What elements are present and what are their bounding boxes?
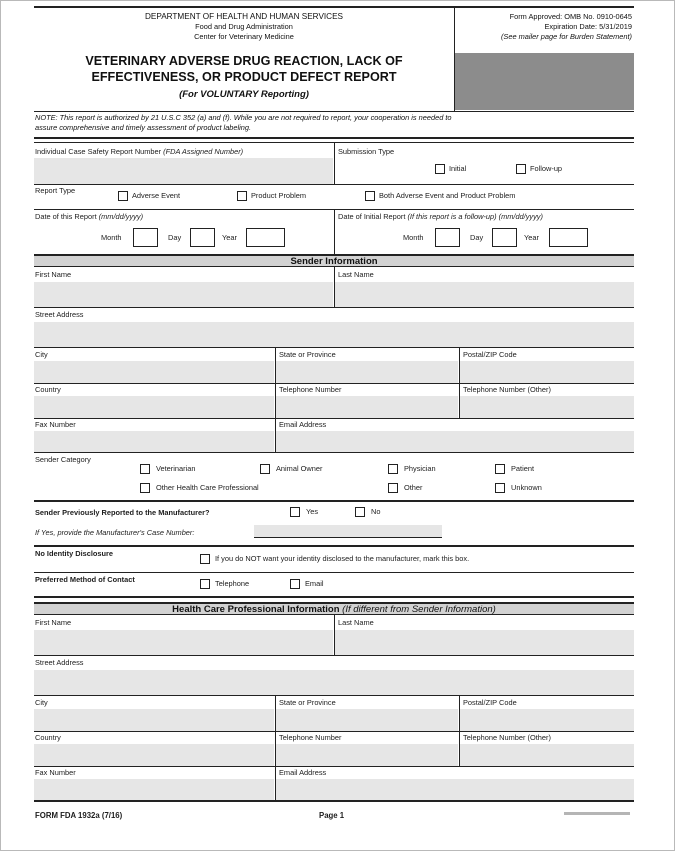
rule: [34, 695, 634, 696]
rule: [34, 655, 634, 656]
category-other-hcp-checkbox[interactable]: [140, 483, 150, 493]
report-month-label: Month: [101, 233, 122, 242]
expiration-date: Expiration Date: 5/31/2019: [544, 22, 632, 31]
sender-street-label: Street Address: [35, 310, 84, 319]
hcp-last-name-field[interactable]: [335, 630, 634, 655]
manufacturer-yes-checkbox[interactable]: [290, 507, 300, 517]
sender-category-label: Sender Category: [35, 455, 91, 464]
category-unknown-label: Unknown: [511, 483, 542, 492]
followup-label: Follow-up: [530, 164, 563, 173]
hcp-section-title: Health Care Professional Information: [172, 604, 343, 615]
hcp-email-label: Email Address: [279, 768, 327, 777]
initial-date-hint: (If this report is a follow-up) (mm/dd/yyyy): [407, 212, 543, 221]
identity-label: No Identity Disclosure: [35, 549, 114, 558]
rule: [34, 731, 634, 732]
authorization-note: [35, 113, 452, 133]
report-day-label: Day: [168, 233, 182, 242]
sender-city-label: City: [35, 350, 48, 359]
top-rule: [34, 6, 634, 8]
hcp-phone-field[interactable]: [276, 744, 458, 766]
rule: [34, 572, 634, 573]
initial-checkbox[interactable]: [435, 164, 445, 174]
sender-city-field[interactable]: [34, 361, 274, 383]
report-date-hint: (mm/dd/yyyy): [98, 212, 144, 221]
category-patient-label: Patient: [511, 464, 535, 473]
hcp-state-label: State or Province: [279, 698, 336, 707]
initial-year-input[interactable]: [549, 228, 588, 247]
rule: [34, 137, 634, 139]
report-day-input[interactable]: [190, 228, 215, 247]
agency-name: Food and Drug Administration: [195, 22, 293, 31]
category-owner-checkbox[interactable]: [260, 464, 270, 474]
omb-block: [456, 12, 632, 42]
initial-month-label: Month: [403, 233, 424, 242]
category-other-label: Other: [404, 483, 423, 492]
col-divider: [334, 143, 335, 184]
initial-day-input[interactable]: [492, 228, 517, 247]
rule: [34, 347, 634, 348]
col-divider: [334, 210, 335, 254]
contact-email-label: Email: [305, 579, 324, 588]
sender-section-header: Sender Information: [34, 254, 634, 267]
contact-telephone-checkbox[interactable]: [200, 579, 210, 589]
hcp-fax-label: Fax Number: [35, 768, 76, 777]
sender-first-name-field[interactable]: [34, 282, 333, 307]
form-subtitle: (For VOLUNTARY Reporting): [179, 89, 309, 100]
rule: [34, 383, 634, 384]
contact-telephone-label: Telephone: [215, 579, 250, 588]
rule: [34, 596, 634, 598]
hcp-phone-other-field[interactable]: [460, 744, 634, 766]
product-problem-label: Product Problem: [251, 191, 307, 200]
initial-date-label-text: Date of Initial Report: [338, 212, 408, 221]
sender-last-name-label: Last Name: [338, 270, 374, 279]
category-physician-label: Physician: [404, 464, 436, 473]
sender-street-field[interactable]: [34, 322, 634, 347]
sender-state-field[interactable]: [276, 361, 458, 383]
sender-zip-field[interactable]: [460, 361, 634, 383]
icsr-label-text: Individual Case Safety Report Number: [35, 147, 164, 156]
icsr-label: [35, 147, 243, 156]
manufacturer-no-label: No: [371, 507, 381, 516]
sender-country-label: Country: [35, 385, 61, 394]
hcp-country-label: Country: [35, 733, 61, 742]
icsr-hint: (FDA Assigned Number): [163, 147, 244, 156]
sender-country-field[interactable]: [34, 396, 274, 418]
category-other-hcp-label: Other Health Care Professional: [156, 483, 259, 492]
identity-checkbox[interactable]: [200, 554, 210, 564]
hcp-city-field[interactable]: [34, 709, 274, 731]
hcp-phone-other-label: Telephone Number (Other): [463, 733, 551, 742]
hcp-phone-label: Telephone Number: [279, 733, 342, 742]
hcp-fax-field[interactable]: [34, 779, 274, 800]
hcp-zip-label: Postal/ZIP Code: [463, 698, 517, 707]
submission-type-label: Submission Type: [338, 147, 395, 156]
hcp-zip-field[interactable]: [460, 709, 634, 731]
sender-phone-label: Telephone Number: [279, 385, 342, 394]
note-line1: NOTE: This report is authorized by 21 U.S.C 352 (a) and (f). While you are not required to report, your cooperation is needed to: [35, 113, 452, 122]
rule: [34, 452, 634, 453]
rule: [34, 800, 634, 802]
report-date-label-text: Date of this Report: [35, 212, 99, 221]
header-bottom-rule: [34, 111, 634, 112]
hcp-email-field[interactable]: [276, 779, 634, 800]
category-owner-label: Animal Owner: [276, 464, 323, 473]
sender-state-label: State or Province: [279, 350, 336, 359]
both-checkbox[interactable]: [365, 191, 375, 201]
initial-year-label: Year: [524, 233, 539, 242]
product-problem-checkbox[interactable]: [237, 191, 247, 201]
category-physician-checkbox[interactable]: [388, 464, 398, 474]
category-patient-checkbox[interactable]: [495, 464, 505, 474]
contact-method-label: Preferred Method of Contact: [35, 575, 135, 584]
rule: [34, 184, 634, 185]
sender-last-name-field[interactable]: [335, 282, 634, 307]
icsr-field[interactable]: [34, 158, 333, 184]
rule: [34, 545, 634, 547]
hcp-first-name-field[interactable]: [34, 630, 333, 655]
adverse-event-label: Adverse Event: [132, 191, 181, 200]
hcp-city-label: City: [35, 698, 48, 707]
burden-note: (See mailer page for Burden Statement): [500, 32, 632, 41]
form-title: [34, 53, 454, 85]
report-date-label: [35, 212, 143, 221]
sender-fax-field[interactable]: [34, 431, 274, 452]
manufacturer-question: Sender Previously Reported to the Manufacturer?: [35, 508, 210, 517]
identity-text: If you do NOT want your identity disclosed to the manufacturer, mark this box.: [215, 554, 470, 563]
hcp-first-name-label: First Name: [35, 618, 72, 627]
rule: [34, 418, 634, 419]
sender-phone-other-label: Telephone Number (Other): [463, 385, 551, 394]
category-veterinarian-label: Veterinarian: [156, 464, 196, 473]
footer-fine-print: [564, 812, 630, 815]
hcp-state-field[interactable]: [276, 709, 458, 731]
manufacturer-yes-label: Yes: [306, 507, 319, 516]
rule: [34, 307, 634, 308]
report-month-input[interactable]: [133, 228, 158, 247]
hcp-last-name-label: Last Name: [338, 618, 374, 627]
hcp-street-label: Street Address: [35, 658, 84, 667]
initial-label: Initial: [449, 164, 467, 173]
omb-number: Form Approved: OMB No. 0910-0645: [509, 12, 632, 21]
contact-email-checkbox[interactable]: [290, 579, 300, 589]
sender-first-name-label: First Name: [35, 270, 72, 279]
manufacturer-case-label: If Yes, provide the Manufacturer's Case Number:: [35, 528, 195, 537]
page-number: Page 1: [319, 811, 345, 820]
category-unknown-checkbox[interactable]: [495, 483, 505, 493]
hcp-street-field[interactable]: [34, 670, 634, 695]
category-veterinarian-checkbox[interactable]: [140, 464, 150, 474]
manufacturer-no-checkbox[interactable]: [355, 507, 365, 517]
hcp-section-hint: (If different from Sender Information): [342, 604, 496, 615]
note-line2: assure comprehensive and timely assessment of product labeling.: [35, 123, 252, 132]
rule: [34, 766, 634, 767]
report-year-input[interactable]: [246, 228, 285, 247]
both-label: Both Adverse Event and Product Problem: [379, 191, 516, 200]
report-type-label: Report Type: [35, 186, 76, 195]
form-title-line2: EFFECTIVENESS, OR PRODUCT DEFECT REPORT: [91, 70, 397, 84]
form-id: FORM FDA 1932a (7/16): [35, 811, 123, 820]
rule: [34, 500, 634, 502]
agency-block: [34, 12, 454, 42]
report-year-label: Year: [222, 233, 237, 242]
department-name: DEPARTMENT OF HEALTH AND HUMAN SERVICES: [144, 12, 344, 21]
center-name: Center for Veterinary Medicine: [194, 32, 294, 41]
initial-month-input[interactable]: [435, 228, 460, 247]
sender-email-field[interactable]: [276, 431, 634, 452]
sender-fax-label: Fax Number: [35, 420, 76, 429]
fda-use-box: [455, 53, 634, 110]
form-title-line1: VETERINARY ADVERSE DRUG REACTION, LACK OF: [85, 54, 403, 68]
sender-phone-field[interactable]: [276, 396, 458, 418]
sender-email-label: Email Address: [279, 420, 327, 429]
manufacturer-case-field[interactable]: [254, 525, 442, 538]
category-other-checkbox[interactable]: [388, 483, 398, 493]
sender-zip-label: Postal/ZIP Code: [463, 350, 517, 359]
hcp-country-field[interactable]: [34, 744, 274, 766]
initial-day-label: Day: [470, 233, 484, 242]
initial-date-label: [338, 212, 543, 221]
form-page: [34, 6, 634, 841]
hcp-section-header: [34, 602, 634, 615]
followup-checkbox[interactable]: [516, 164, 526, 174]
sender-phone-other-field[interactable]: [460, 396, 634, 418]
adverse-event-checkbox[interactable]: [118, 191, 128, 201]
